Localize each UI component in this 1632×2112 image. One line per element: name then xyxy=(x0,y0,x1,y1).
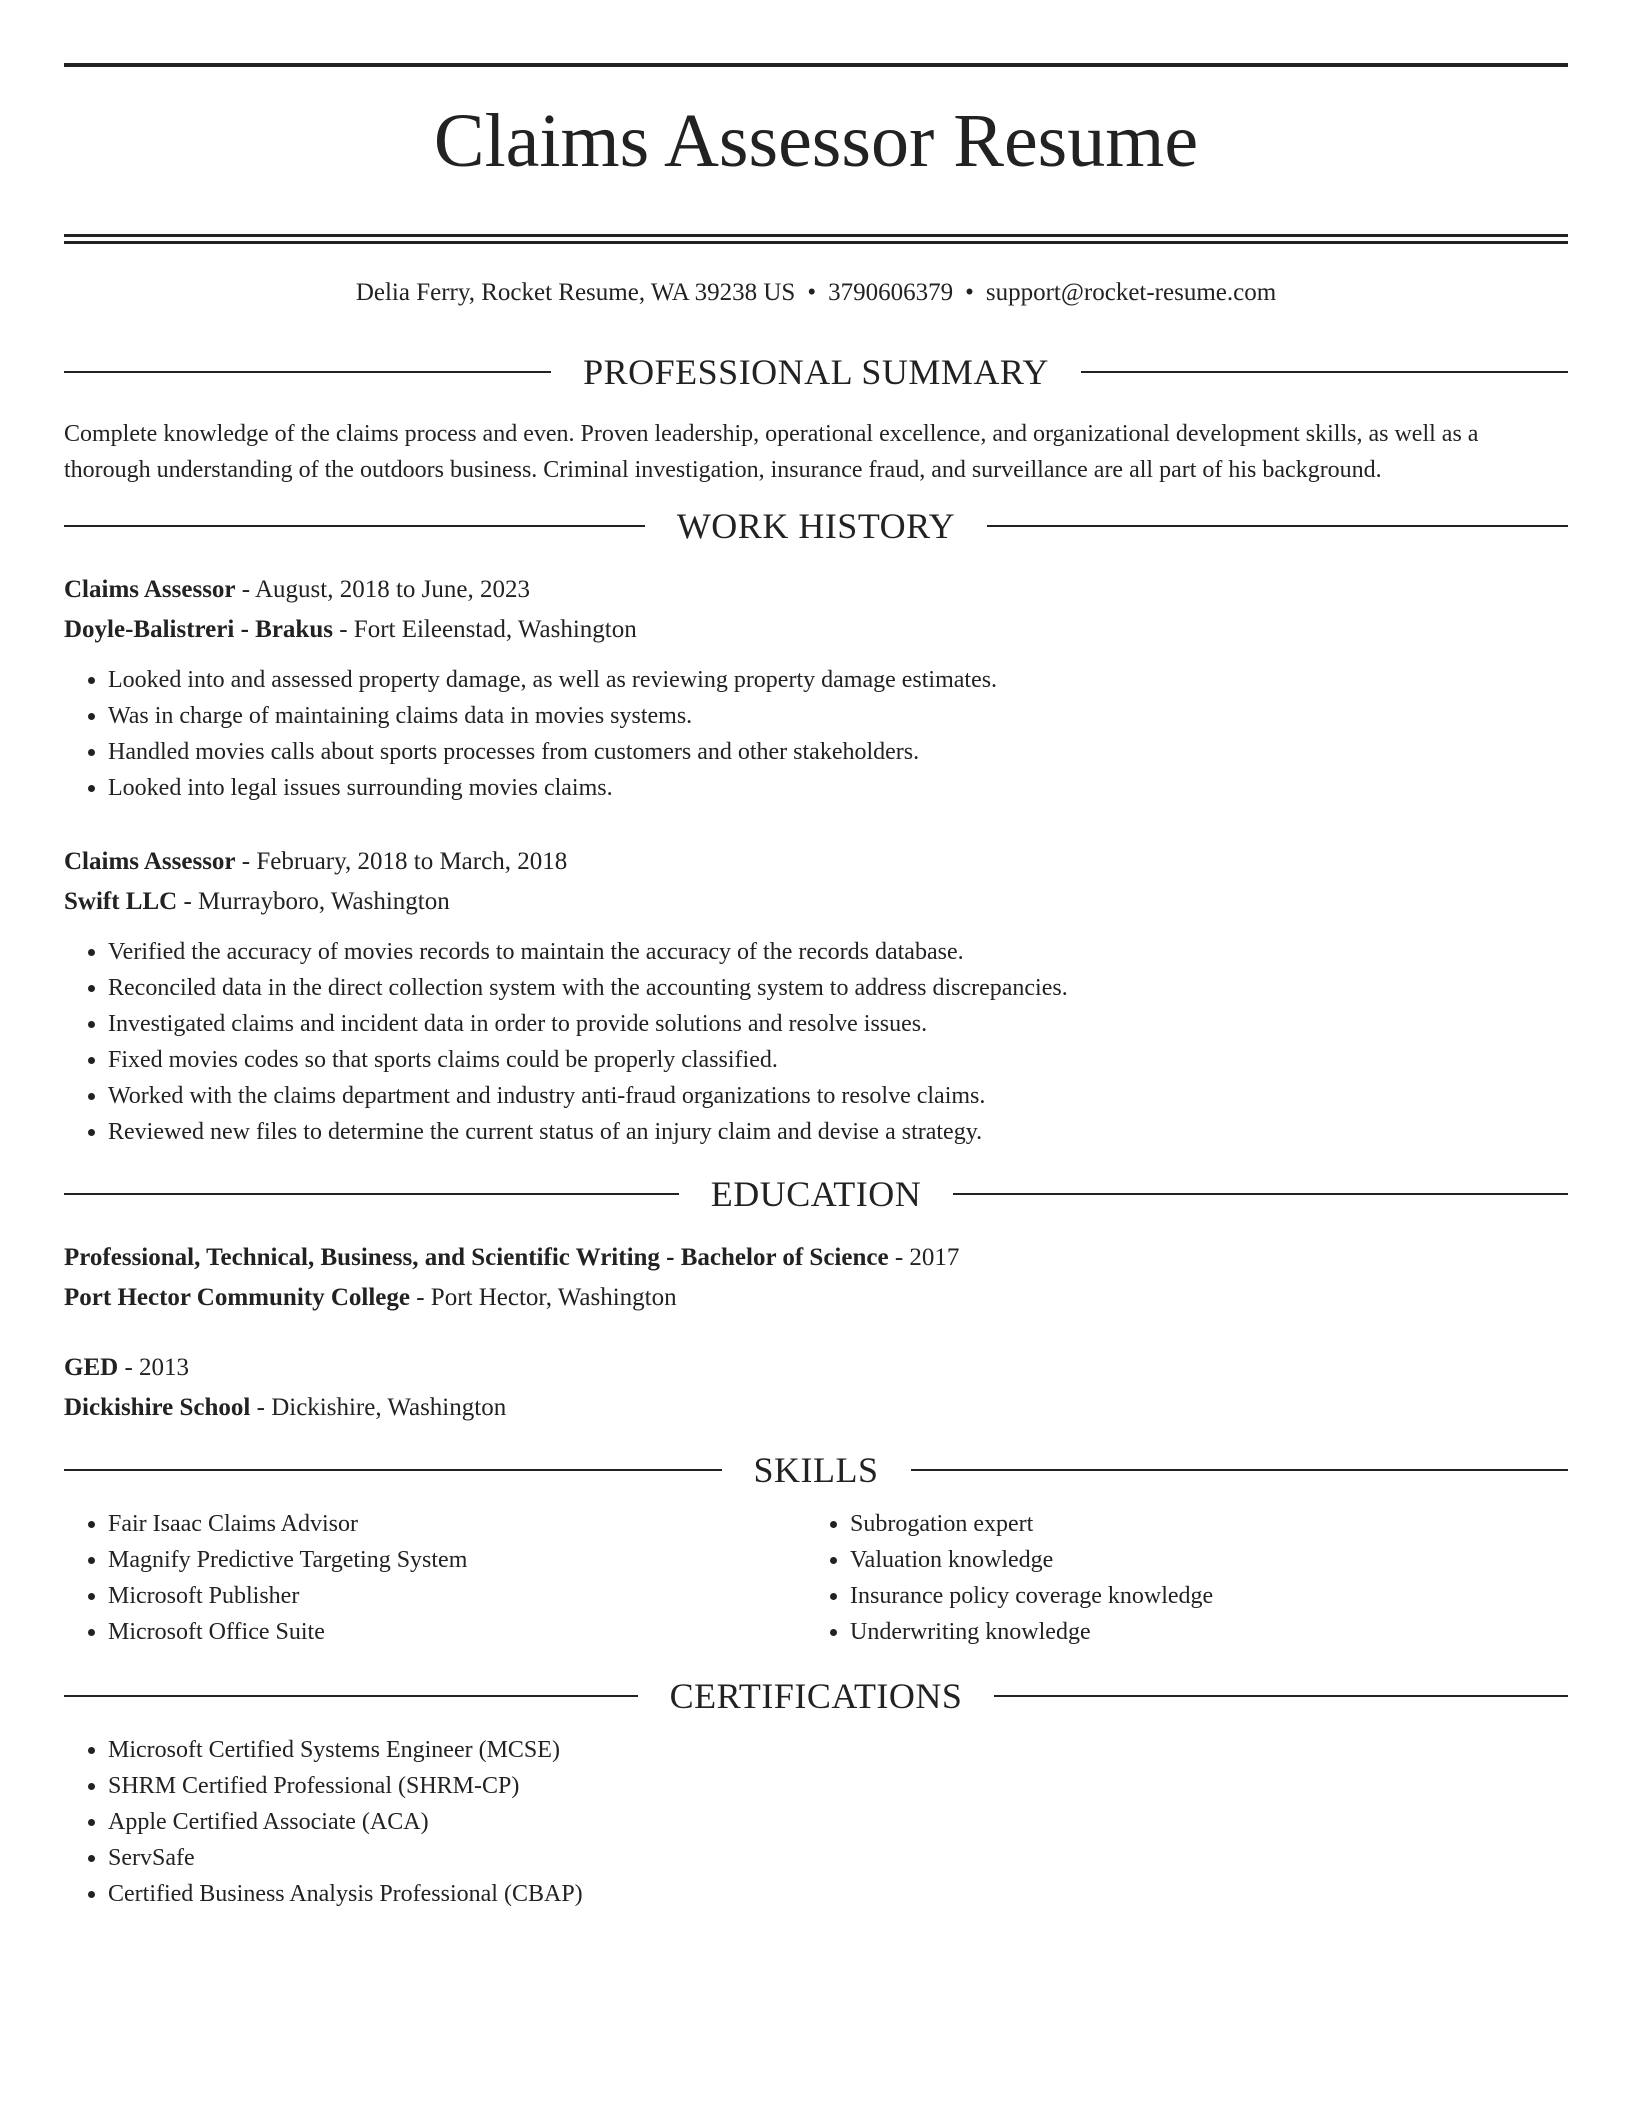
degree-year: - 2017 xyxy=(888,1243,960,1271)
heading-rule-right xyxy=(994,1695,1568,1697)
job-company: Doyle-Balistreri - Brakus xyxy=(64,615,333,643)
list-item: • Microsoft Certified Systems Engineer (MCSE) xyxy=(108,1732,1568,1768)
job-company: Swift LLC xyxy=(64,887,178,915)
school: Dickishire School xyxy=(64,1393,251,1421)
skills-list xyxy=(806,1506,1548,1650)
job-title-line xyxy=(64,570,1568,610)
list-item: • Valuation knowledge xyxy=(850,1542,1548,1578)
school-line xyxy=(64,1278,1568,1318)
section-title: SKILLS xyxy=(753,1449,879,1490)
list-item: • Reconciled data in the direct collection system with the accounting system to address discrepancies. xyxy=(108,970,1568,1006)
job-title: Claims Assessor xyxy=(64,575,236,603)
list-item: • Fixed movies codes so that sports claims could be properly classified. xyxy=(108,1042,1568,1078)
list-item: • SHRM Certified Professional (SHRM-CP) xyxy=(108,1768,1568,1804)
heading-rule-left xyxy=(64,371,551,373)
school-location: - Dickishire, Washington xyxy=(250,1393,507,1421)
list-item: • Looked into legal issues surrounding movies claims. xyxy=(108,770,1568,806)
education-entry xyxy=(64,1348,1568,1428)
section-heading-certifications xyxy=(64,1674,1568,1718)
heading-rule-right xyxy=(1081,371,1568,373)
section-heading-work-history xyxy=(64,504,1568,548)
list-item: • Certified Business Analysis Professional (CBAP) xyxy=(108,1876,1568,1912)
certifications-list xyxy=(64,1732,1568,1912)
heading-rule-right xyxy=(953,1193,1568,1195)
list-item: • Handled movies calls about sports processes from customers and other stakeholders. xyxy=(108,734,1568,770)
list-item: • Insurance policy coverage knowledge xyxy=(850,1578,1548,1614)
job-location: - Murrayboro, Washington xyxy=(177,887,450,915)
section-title: WORK HISTORY xyxy=(676,505,956,546)
degree-line xyxy=(64,1348,1568,1388)
certifications-block xyxy=(64,1732,1568,1912)
skills-column-right xyxy=(806,1506,1548,1650)
list-item: • Looked into and assessed property damage, as well as reviewing property damage estimates. xyxy=(108,662,1568,698)
skills-column-left xyxy=(64,1506,806,1650)
section-heading-skills xyxy=(64,1448,1568,1492)
contact-phone: 3790606379 xyxy=(828,278,954,306)
skills-columns xyxy=(64,1506,1568,1650)
heading-rule-left xyxy=(64,1469,722,1471)
list-item: • Subrogation expert xyxy=(850,1506,1548,1542)
job-bullets xyxy=(64,662,1568,806)
list-item: • Microsoft Publisher xyxy=(108,1578,806,1614)
job-bullets xyxy=(64,934,1568,1150)
list-item: • Was in charge of maintaining claims data in movies systems. xyxy=(108,698,1568,734)
degree-line xyxy=(64,1238,1568,1278)
list-item: • Magnify Predictive Targeting System xyxy=(108,1542,806,1578)
skills-list xyxy=(64,1506,806,1650)
school-line xyxy=(64,1388,1568,1428)
list-item: • Underwriting knowledge xyxy=(850,1614,1548,1650)
list-item: • Fair Isaac Claims Advisor xyxy=(108,1506,806,1542)
list-item: • Microsoft Office Suite xyxy=(108,1614,806,1650)
section-heading-education xyxy=(64,1172,1568,1216)
top-rule xyxy=(64,63,1568,67)
school-location: - Port Hector, Washington xyxy=(409,1283,677,1311)
heading-rule-right xyxy=(911,1469,1569,1471)
list-item: • Verified the accuracy of movies records to maintain the accuracy of the records database. xyxy=(108,934,1568,970)
list-item: • ServSafe xyxy=(108,1840,1568,1876)
heading-rule-right xyxy=(987,525,1568,527)
list-item: • Worked with the claims department and industry anti-fraud organizations to resolve claims. xyxy=(108,1078,1568,1114)
job-company-line xyxy=(64,882,1568,922)
job-entry xyxy=(64,842,1568,1150)
resume-title: Claims Assessor Resume xyxy=(433,99,1199,183)
list-item: • Reviewed new files to determine the current status of an injury claim and devise a strategy. xyxy=(108,1114,1568,1150)
section-title: PROFESSIONAL SUMMARY xyxy=(583,351,1049,392)
job-title: Claims Assessor xyxy=(64,847,236,875)
degree-year: - 2013 xyxy=(118,1353,190,1381)
section-heading-summary xyxy=(64,350,1568,394)
title-double-rule xyxy=(64,234,1568,244)
heading-rule-left xyxy=(64,525,645,527)
job-dates: - August, 2018 to June, 2023 xyxy=(235,575,530,603)
summary-text: Complete knowledge of the claims process and even. Proven leadership, operational excellence, and organizational development skills, as well as a thorough understanding of the outdoors business. Criminal investigation, insurance fraud, and surveillance are all part of his background. xyxy=(64,420,1479,483)
education-entry xyxy=(64,1238,1568,1318)
resume-page xyxy=(64,0,1568,1912)
contact-address: Delia Ferry, Rocket Resume, WA 39238 US xyxy=(355,278,796,306)
degree: GED xyxy=(64,1353,119,1381)
heading-rule-left xyxy=(64,1193,679,1195)
contact-email: support@rocket-resume.com xyxy=(985,278,1277,306)
job-location: - Fort Eileenstad, Washington xyxy=(332,615,637,643)
list-item: • Apple Certified Associate (ACA) xyxy=(108,1804,1568,1840)
degree: Professional, Technical, Business, and Scientific Writing - Bachelor of Science xyxy=(64,1243,889,1271)
heading-rule-left xyxy=(64,1695,638,1697)
job-company-line xyxy=(64,610,1568,650)
contact-separator: • xyxy=(965,278,974,306)
job-title-line xyxy=(64,842,1568,882)
list-item: • Investigated claims and incident data in order to provide solutions and resolve issues. xyxy=(108,1006,1568,1042)
contact-separator: • xyxy=(807,278,817,306)
section-title: CERTIFICATIONS xyxy=(669,1675,963,1716)
school: Port Hector Community College xyxy=(64,1283,410,1311)
job-entry xyxy=(64,570,1568,806)
job-dates: - February, 2018 to March, 2018 xyxy=(235,847,568,875)
contact-line xyxy=(64,276,1568,310)
section-title: EDUCATION xyxy=(710,1173,922,1214)
